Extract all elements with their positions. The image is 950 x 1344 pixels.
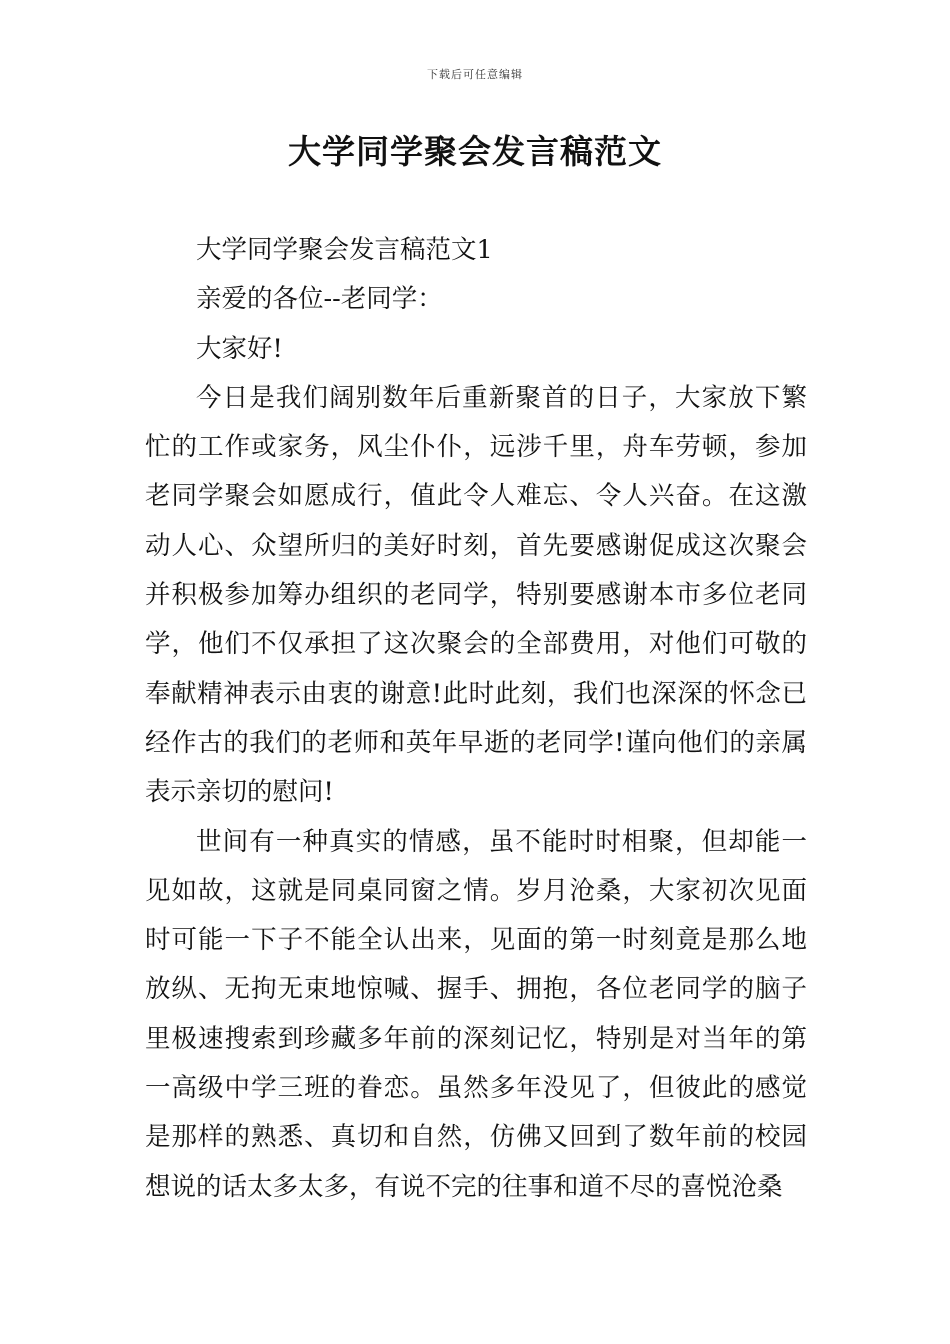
paragraph-body-2: 世间有一种真实的情感，虽不能时时相聚，但却能一见如故，这就是同桌同窗之情。岁月沧桑，大家初次见面时可能一下子不能全认出来，见面的第一时刻竟是那么地放纵、无拘无束地惊喊、握手、拥抱，各位老同学的脑子里极速搜索到珍藏多年前的深刻记忆，特别是对当年的第一高级中学三班的眷恋。虽然多年没见了，但彼此的感觉是那样的熟悉、真切和自然，仿佛又回到了数年前的校园想说的话太多太多，有说不完的往事和道不尽的喜悦沧桑 — [145, 826, 807, 1202]
paragraph-body-1: 今日是我们阔别数年后重新聚首的日子，大家放下繁忙的工作或家务，风尘仆仆，远涉千里，舟车劳顿，参加老同学聚会如愿成行，值此令人难忘、令人兴奋。在这激动人心、众望所归的美好时刻，首先要感谢促成这次聚会并积极参加筹办组织的老同学，特别要感谢本市多位老同学，他们不仅承担了这次聚会的全部费用，对他们可敬的奉献精神表示由衷的谢意!此时此刻，我们也深深的怀念已经作古的我们的老师和英年早逝的老同学!谨向他们的亲属表示亲切的慰问! — [145, 382, 807, 808]
header-note: 下载后可任意编辑 — [427, 68, 523, 81]
paragraph-salutation: 亲爱的各位--老同学： — [196, 284, 443, 315]
paragraph-greeting: 大家好! — [196, 333, 283, 364]
paragraph-subtitle: 大学同学聚会发言稿范文1 — [196, 235, 493, 265]
document-title: 大学同学聚会发言稿范文 — [288, 132, 662, 171]
document-body — [145, 226, 807, 1212]
